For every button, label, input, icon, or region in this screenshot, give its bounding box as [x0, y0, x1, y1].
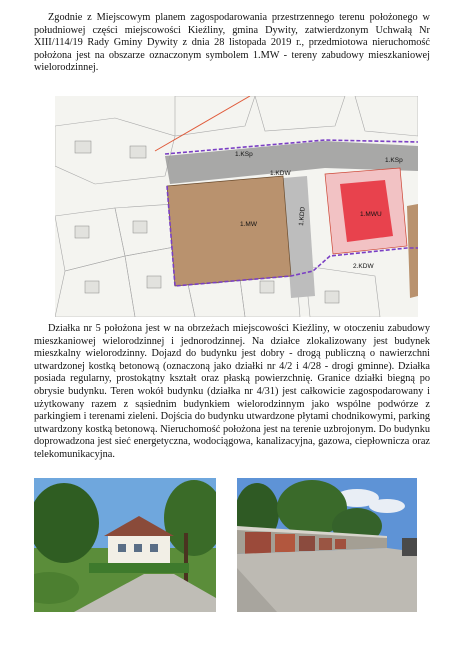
label-ksp-top: 1.KSp [235, 151, 253, 158]
label-mwu: 1.MWU [360, 211, 382, 218]
label-ksp-right: 1.KSp [385, 157, 403, 164]
building-photo [34, 478, 216, 612]
zoning-map-image [55, 96, 418, 317]
label-kdw-top: 1.KDW [270, 170, 291, 177]
garages-photo [237, 478, 417, 612]
label-kdd: 1.KDD [298, 206, 307, 227]
label-kdw-bottom: 2.KDW [353, 263, 374, 270]
label-mw: 1.MW [240, 221, 257, 228]
intro-paragraph: Zgodnie z Miejscowym planem zagospodarowania przestrzennego terenu położonego w południowej części miejscowości Kieźliny, gmina Dywity, zatwierdzonym Uchwałą Nr XIII/114/19 Rady Gminy Dywity z dnia 28 listopada 2019 r., przedmiotowa nieruchomość położona jest na obszarze oznaczonym symbolem 1.MW - tereny zabudowy mieszkaniowej wielorodzinnej. [34, 12, 430, 74]
description-paragraph: Działka nr 5 położona jest w na obrzeżach miejscowości Kieźliny, w otoczeniu zabudowy mieszkaniowej wielorodzinnej i jednorodzinnej. Na działce zlokalizowany jest budynek mieszkalny wielorodzinny. Dojazd do budynku jest dobry - drogą publiczną o nawierzchni utwardzonej kostką betonową (oznaczoną jako działki nr 4/2 i 4/28 - drogi gminne). Działka posiada regularny, prostokątny kształt oraz płaską powierzchnię. Granice działki biegną po obrysie budynku. Teren wokół budynku (działka nr 4/31) jest całkowicie zagospodarowany i użytkowany razem z sąsiednim budynkiem wielorodzinnym jako wspólne podwórze z parkingiem i terenami zieleni. Dojścia do budynku utwardzone płytami chodnikowymi, parking utwardzony kostką betonową. Nieruchomość położona jest na terenie uzbrojonym. Do budynku doprowadzona jest sieć energetyczna, wodociągowa, kanalizacyjna, gazowa, ciepłownicza oraz telekomunikacyjna. [34, 323, 430, 460]
zone-mw-area [167, 176, 291, 286]
